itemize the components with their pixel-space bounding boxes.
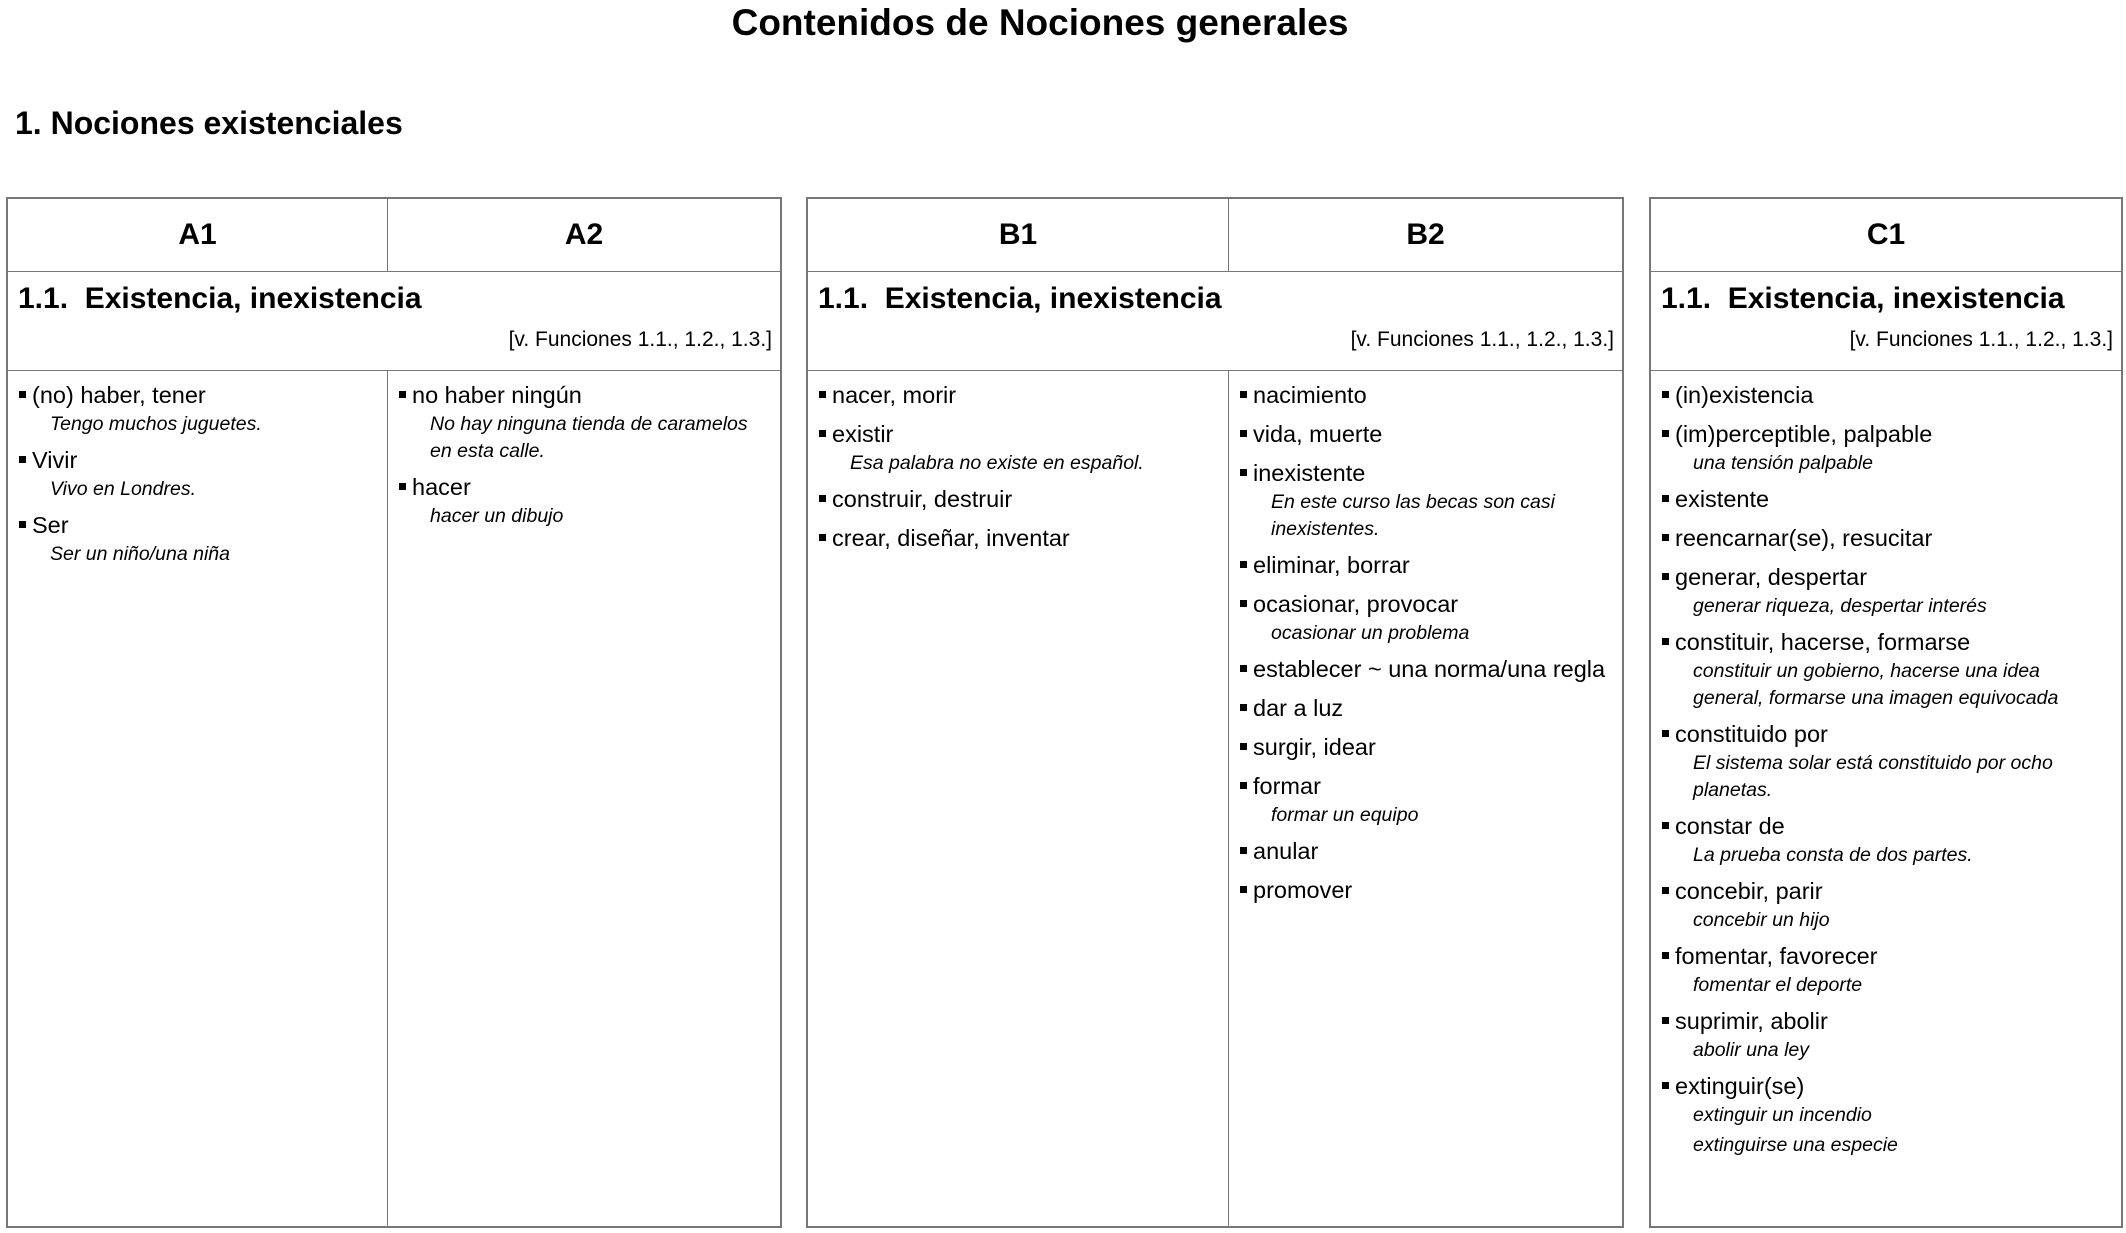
example-text: ocasionar un problema (1271, 622, 1470, 644)
term: hacer (398, 471, 772, 504)
list-item (18, 379, 379, 438)
term-list (398, 379, 772, 530)
panel-c1 (1649, 197, 2123, 1228)
list-item (1661, 418, 2113, 477)
term: reencarnar(se), resucitar (1661, 522, 2113, 555)
term: suprimir, abolir (1661, 1005, 2113, 1038)
term: (no) haber, tener (18, 379, 379, 412)
list-item (818, 522, 1220, 555)
example-text: Ser un niño/una niña (50, 543, 230, 565)
example-text: La prueba consta de dos partes. (1693, 844, 1973, 866)
term: eliminar, borrar (1239, 549, 1614, 582)
list-item (1239, 379, 1614, 412)
list-item (1239, 588, 1614, 647)
level-header-a1: A1 (178, 218, 217, 251)
term: surgir, idear (1239, 731, 1614, 764)
term: generar, despertar (1661, 561, 2113, 594)
term: concebir, parir (1661, 875, 2113, 908)
subsection-title: 1.1. Existencia, inexistencia (818, 282, 1222, 315)
term: construir, destruir (818, 483, 1220, 516)
column-a1 (8, 371, 387, 1226)
functions-reference: [v. Funciones 1.1., 1.2., 1.3.] (1849, 328, 2113, 351)
example-text: formar un equipo (1271, 804, 1419, 826)
list-item (1239, 653, 1614, 686)
column-c1 (1651, 371, 2121, 1226)
example-text: generar riqueza, despertar interés (1693, 595, 1987, 617)
example-text: En este curso las becas son casi inexistentes. (1271, 491, 1555, 540)
subsection-title: 1.1. Existencia, inexistencia (1661, 282, 2065, 315)
list-item (1661, 379, 2113, 412)
example-text: No hay ninguna tienda de caramelos en esta calle. (430, 413, 748, 462)
example-text: abolir una ley (1693, 1039, 1809, 1061)
level-header-b2: B2 (1228, 199, 1622, 271)
column-b1 (808, 371, 1228, 1226)
column-b2 (1228, 371, 1622, 1226)
list-item (1661, 561, 2113, 620)
term-list (1661, 379, 2113, 1159)
term: constituido por (1661, 718, 2113, 751)
example-text: constituir un gobierno, hacerse una idea general, formarse una imagen equivocada (1693, 660, 2059, 709)
term: ocasionar, provocar (1239, 588, 1614, 621)
section-title: 1. Nociones existenciales (15, 105, 403, 141)
example-text: extinguirse una especie (1693, 1134, 1898, 1156)
term: inexistente (1239, 457, 1614, 490)
term: (in)existencia (1661, 379, 2113, 412)
term: establecer ~ una norma/una regla (1239, 653, 1614, 686)
example-text: hacer un dibujo (430, 505, 564, 527)
list-item (1239, 874, 1614, 907)
list-item (1661, 1070, 2113, 1159)
panel-a1-a2 (6, 197, 782, 1228)
term-list (1239, 379, 1614, 907)
term: constar de (1661, 810, 2113, 843)
list-item (398, 379, 772, 465)
list-item (398, 471, 772, 530)
list-item (1239, 835, 1614, 868)
example-text: una tensión palpable (1693, 452, 1873, 474)
subsection-header (808, 271, 1622, 371)
list-item (1239, 457, 1614, 543)
term: Vivir (18, 444, 379, 477)
subsection-title: 1.1. Existencia, inexistencia (18, 282, 422, 315)
list-item (1239, 418, 1614, 451)
list-item (1661, 940, 2113, 999)
subsection-header (1651, 271, 2121, 371)
example-text: Tengo muchos juguetes. (50, 413, 262, 435)
list-item (1661, 875, 2113, 934)
term: no haber ningún (398, 379, 772, 412)
term: extinguir(se) (1661, 1070, 2113, 1103)
page-title: Contenidos de Nociones generales (731, 2, 1349, 43)
level-header-c1: C1 (1866, 218, 1906, 251)
example-text: Esa palabra no existe en español. (850, 452, 1144, 474)
term: dar a luz (1239, 692, 1614, 725)
term: constituir, hacerse, formarse (1661, 626, 2113, 659)
term: fomentar, favorecer (1661, 940, 2113, 973)
term: promover (1239, 874, 1614, 907)
list-item (1661, 626, 2113, 712)
term: anular (1239, 835, 1614, 868)
example-text: El sistema solar está constituido por ocho planetas. (1693, 752, 2053, 801)
list-item (1661, 1005, 2113, 1064)
example-text: concebir un hijo (1693, 909, 1830, 931)
example-text: Vivo en Londres. (50, 478, 196, 500)
list-item (1661, 483, 2113, 516)
list-item (1239, 692, 1614, 725)
term: existir (818, 418, 1220, 451)
term: nacimiento (1239, 379, 1614, 412)
term: nacer, morir (818, 379, 1220, 412)
column-a2 (387, 371, 780, 1226)
list-item (818, 483, 1220, 516)
functions-reference: [v. Funciones 1.1., 1.2., 1.3.] (1350, 328, 1614, 351)
list-item (1239, 770, 1614, 829)
level-header-row (808, 199, 1622, 272)
level-header-a2: A2 (387, 199, 780, 271)
example-text: extinguir un incendio (1693, 1104, 1872, 1126)
term: existente (1661, 483, 2113, 516)
functions-reference: [v. Funciones 1.1., 1.2., 1.3.] (508, 328, 772, 351)
list-item (18, 444, 379, 503)
panel-b1-b2 (806, 197, 1624, 1228)
list-item (1661, 522, 2113, 555)
level-header-b1: B1 (998, 218, 1038, 251)
term-list (18, 379, 379, 568)
list-item (1661, 810, 2113, 869)
example-text: fomentar el deporte (1693, 974, 1863, 996)
list-item (1239, 549, 1614, 582)
term: vida, muerte (1239, 418, 1614, 451)
term-list (818, 379, 1220, 555)
level-header-row (8, 199, 780, 272)
term: Ser (18, 509, 379, 542)
term: crear, diseñar, inventar (818, 522, 1220, 555)
subsection-header (8, 271, 780, 371)
term: (im)perceptible, palpable (1661, 418, 2113, 451)
list-item (18, 509, 379, 568)
list-item (818, 418, 1220, 477)
list-item (1661, 718, 2113, 804)
list-item (1239, 731, 1614, 764)
term: formar (1239, 770, 1614, 803)
level-header-row (1651, 199, 2121, 272)
list-item (818, 379, 1220, 412)
